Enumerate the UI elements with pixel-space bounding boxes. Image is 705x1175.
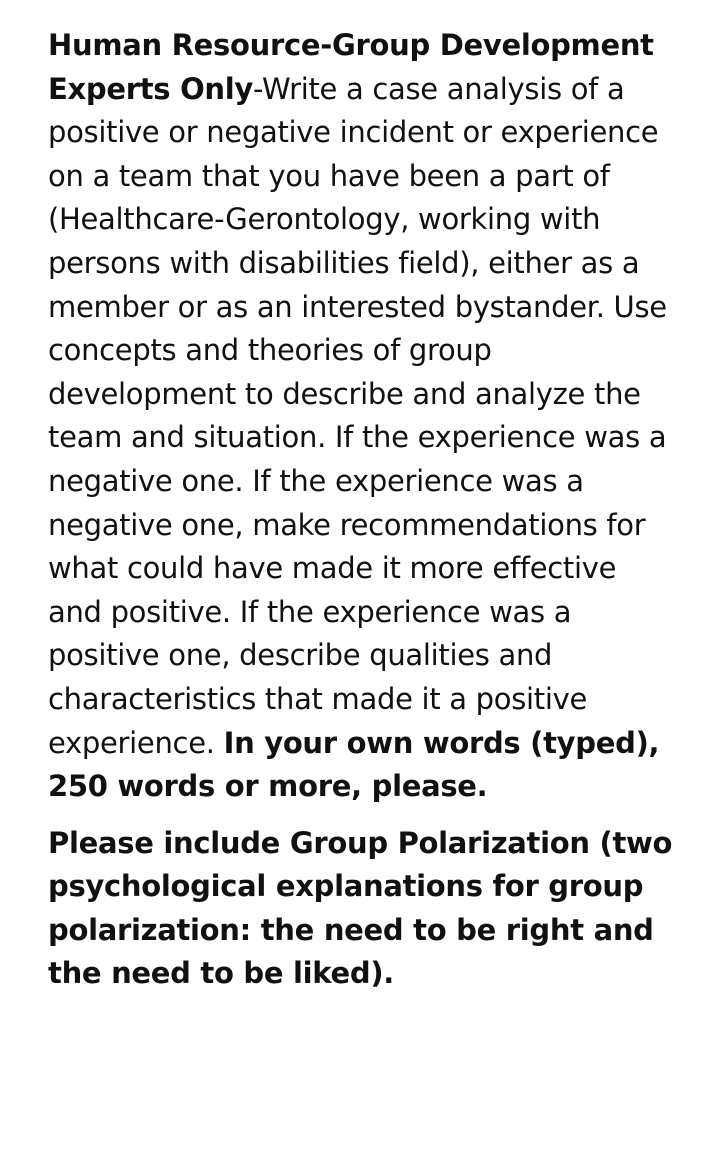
question-paragraph-1 (48, 24, 678, 809)
question-paragraph-2: Please include Group Polarization (two psychological explanations for group polarization: the need to be right and the need to be liked). (48, 825, 673, 991)
question-title: Human Resource-Group Development Experts Only (48, 28, 654, 106)
word-count-requirement: In your own words (typed), 250 words or more, please. (48, 725, 660, 804)
question-text-block (48, 24, 678, 996)
question-instructions: -Write a case analysis of a positive or negative incident or experience on a team that you have been a part of (Healthcare-Gerontology, working with persons with disabilities field), either as a member or as an interested bystander. Use concepts and theories of group development to describe and analyze the team and situation. If the experience was a negative one. If the experience was a negative one, make recommendations for what could have made it more effective and positive. If the experience was a positive one, describe qualities and characteristics that made it a positive experience. (48, 71, 667, 760)
